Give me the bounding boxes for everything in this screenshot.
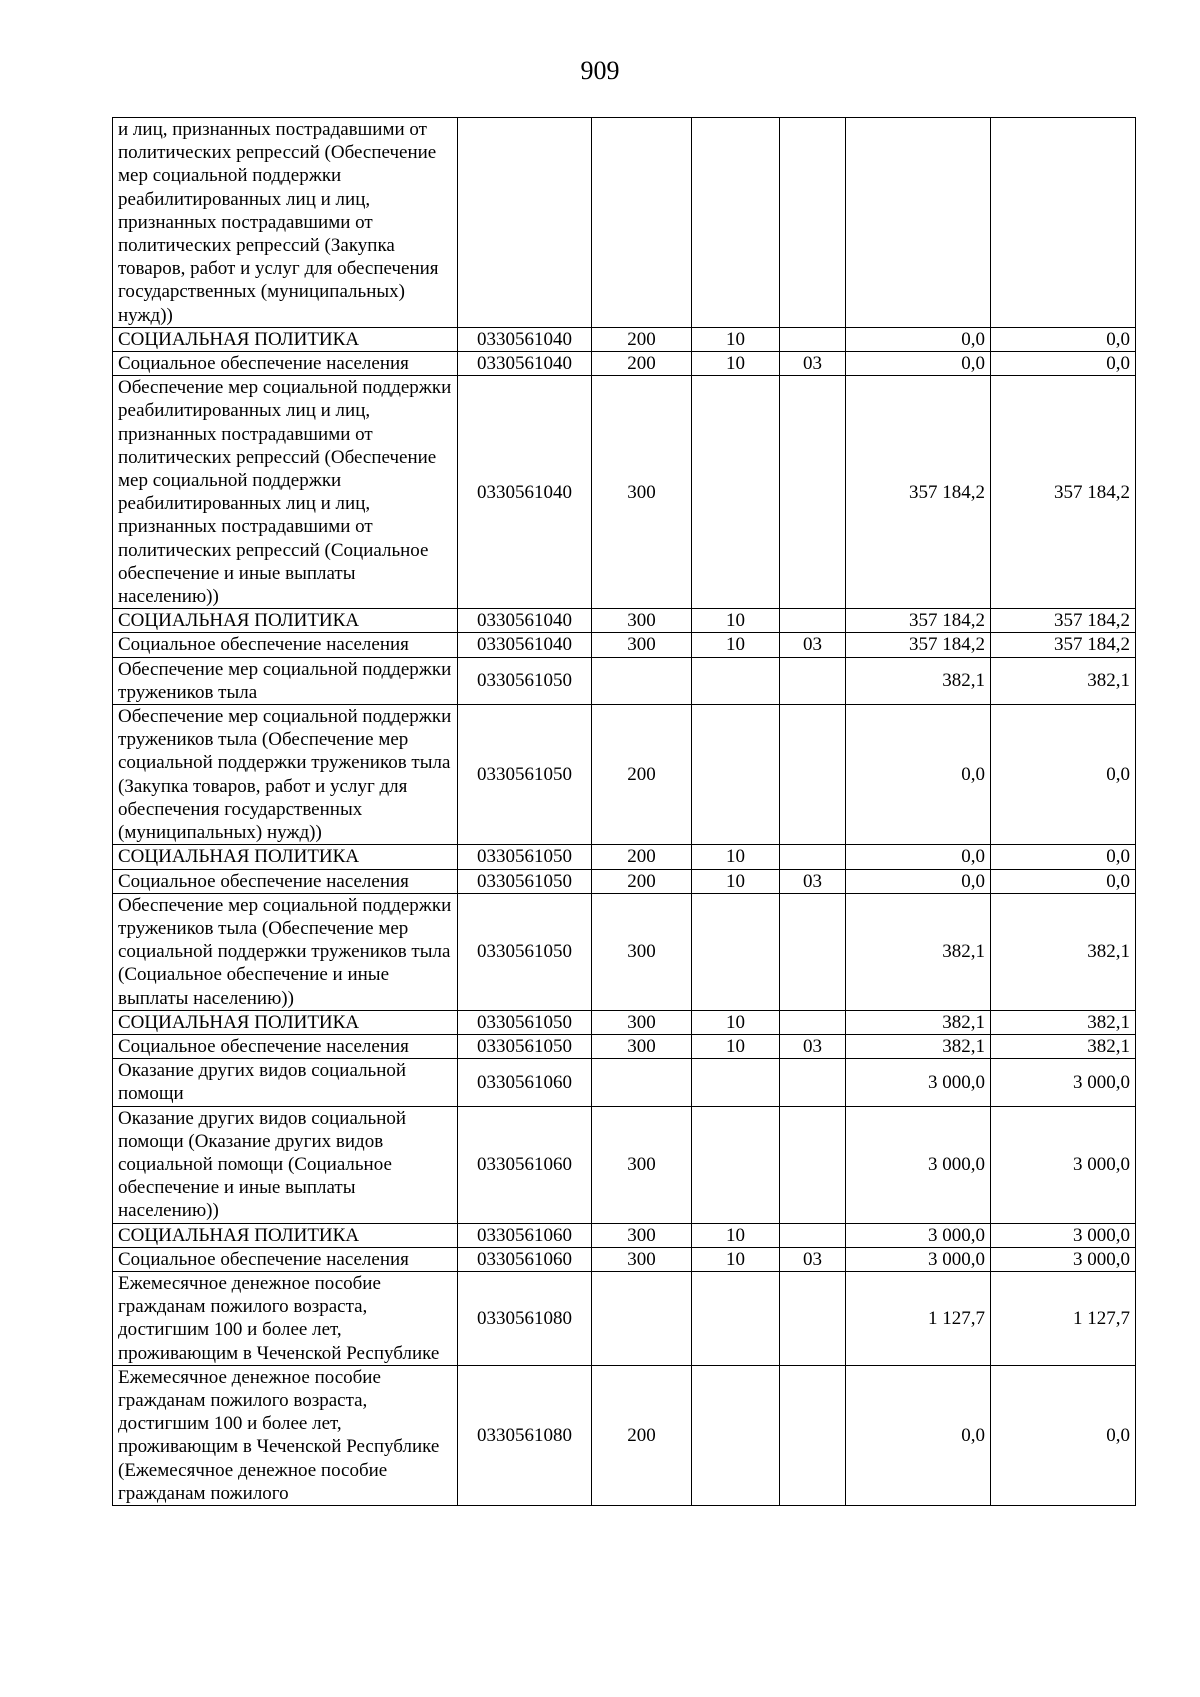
section-code-cell xyxy=(692,118,780,328)
row-name-text: Ежемесячное денежное пособие гражданам пожилого возраста, достигшим 100 и более лет, проживающим в Чеченской Республике (Ежемесячное денежное пособие гражданам пожилого xyxy=(118,1366,440,1504)
row-name-cell xyxy=(113,1223,458,1247)
amount-first-text: 382,1 xyxy=(942,941,985,963)
amount-second-text: 382,1 xyxy=(1087,1011,1130,1033)
row-name-text: и лиц, признанных пострадавшими от политических репрессий (Обеспечение мер социальной поддержки реабилитированных лиц и лиц, признанных пострадавшими от политических репрессий (Закупка товаров, работ и услуг для обеспечения государственных (муниципальных) нужд)) xyxy=(118,119,439,326)
subsection-code-text: 03 xyxy=(803,870,822,892)
expense-type-cell xyxy=(592,1365,692,1505)
table-row xyxy=(113,1271,1136,1365)
row-name-cell xyxy=(113,1106,458,1223)
amount-first-cell xyxy=(846,657,991,704)
subsection-code-cell xyxy=(780,869,846,893)
target-article-code-cell xyxy=(458,1034,592,1058)
amount-second-text: 3 000,0 xyxy=(1073,1153,1130,1175)
expense-type-text: 300 xyxy=(627,634,656,656)
expense-type-cell xyxy=(592,657,692,704)
subsection-code-cell xyxy=(780,1106,846,1223)
table-row xyxy=(113,1059,1136,1106)
section-code-text: 10 xyxy=(726,1011,745,1033)
section-code-text: 10 xyxy=(726,634,745,656)
table-row xyxy=(113,657,1136,704)
table-body xyxy=(113,118,1136,1506)
target-article-code-cell xyxy=(458,657,592,704)
section-code-text: 10 xyxy=(726,328,745,350)
row-name-text: СОЦИАЛЬНАЯ ПОЛИТИКА xyxy=(118,1011,360,1033)
target-article-code-cell xyxy=(458,118,592,328)
target-article-code-text: 0330561080 xyxy=(477,1307,572,1329)
expense-type-cell xyxy=(592,893,692,1010)
section-code-cell xyxy=(692,633,780,657)
expense-type-cell xyxy=(592,1223,692,1247)
amount-first-text: 382,1 xyxy=(942,1011,985,1033)
amount-first-cell xyxy=(846,1034,991,1058)
row-name-text: Обеспечение мер социальной поддержки реабилитированных лиц и лиц, признанных пострадавшими от политических репрессий (Обеспечение мер социальной поддержки реабилитированных лиц и лиц, признанных пострадавшими от политических репрессий (Социальное обеспечение и иные выплаты населению)) xyxy=(118,377,452,608)
target-article-code-text: 0330561050 xyxy=(477,870,572,892)
subsection-code-cell xyxy=(780,352,846,376)
amount-first-text: 3 000,0 xyxy=(928,1071,985,1093)
subsection-code-cell xyxy=(780,705,846,845)
amount-second-text: 0,0 xyxy=(1106,846,1130,868)
section-code-cell xyxy=(692,352,780,376)
subsection-code-cell xyxy=(780,609,846,633)
table-row xyxy=(113,633,1136,657)
amount-second-text: 3 000,0 xyxy=(1073,1248,1130,1270)
table-row xyxy=(113,352,1136,376)
amount-first-text: 357 184,2 xyxy=(909,610,985,632)
row-name-text: СОЦИАЛЬНАЯ ПОЛИТИКА xyxy=(118,846,360,868)
row-name-text: Обеспечение мер социальной поддержки тружеников тыла (Обеспечение мер социальной поддержки тружеников тыла (Закупка товаров, работ и услуг для обеспечения государственных (муниципальных) нужд)) xyxy=(118,706,452,844)
target-article-code-cell xyxy=(458,609,592,633)
target-article-code-text: 0330561060 xyxy=(477,1224,572,1246)
row-name-cell xyxy=(113,657,458,704)
row-name-text: Оказание других видов социальной помощи (Оказание других видов социальной помощи (Социальное обеспечение и иные выплаты населению)) xyxy=(118,1107,407,1222)
target-article-code-text: 0330561040 xyxy=(477,634,572,656)
section-code-cell xyxy=(692,869,780,893)
target-article-code-cell xyxy=(458,845,592,869)
row-name-cell xyxy=(113,1034,458,1058)
expense-type-text: 300 xyxy=(627,481,656,503)
section-code-cell xyxy=(692,1059,780,1106)
target-article-code-text: 0330561060 xyxy=(477,1071,572,1093)
target-article-code-cell xyxy=(458,1010,592,1034)
amount-second-cell xyxy=(991,1271,1136,1365)
row-name-cell xyxy=(113,1271,458,1365)
amount-second-text: 382,1 xyxy=(1087,670,1130,692)
amount-first-text: 382,1 xyxy=(942,1035,985,1057)
target-article-code-text: 0330561040 xyxy=(477,328,572,350)
table-row xyxy=(113,376,1136,609)
table-row xyxy=(113,1010,1136,1034)
subsection-code-cell xyxy=(780,845,846,869)
subsection-code-cell xyxy=(780,1247,846,1271)
subsection-code-cell xyxy=(780,1223,846,1247)
section-code-cell xyxy=(692,1106,780,1223)
target-article-code-text: 0330561060 xyxy=(477,1248,572,1270)
amount-first-cell xyxy=(846,609,991,633)
target-article-code-cell xyxy=(458,352,592,376)
target-article-code-text: 0330561040 xyxy=(477,610,572,632)
table-row xyxy=(113,118,1136,328)
section-code-cell xyxy=(692,845,780,869)
amount-first-text: 3 000,0 xyxy=(928,1153,985,1175)
subsection-code-cell xyxy=(780,657,846,704)
subsection-code-cell xyxy=(780,1059,846,1106)
row-name-text: Социальное обеспечение населения xyxy=(118,1248,409,1270)
row-name-cell xyxy=(113,1365,458,1505)
section-code-cell xyxy=(692,327,780,351)
amount-second-cell xyxy=(991,845,1136,869)
target-article-code-text: 0330561050 xyxy=(477,764,572,786)
row-name-text: Социальное обеспечение населения xyxy=(118,1035,409,1057)
expense-type-cell xyxy=(592,376,692,609)
section-code-cell xyxy=(692,1365,780,1505)
row-name-cell xyxy=(113,352,458,376)
section-code-text: 10 xyxy=(726,1035,745,1057)
row-name-cell xyxy=(113,633,458,657)
subsection-code-text: 03 xyxy=(803,1248,822,1270)
amount-first-cell xyxy=(846,705,991,845)
target-article-code-cell xyxy=(458,1106,592,1223)
target-article-code-cell xyxy=(458,1223,592,1247)
amount-second-cell xyxy=(991,1034,1136,1058)
row-name-cell xyxy=(113,893,458,1010)
section-code-text: 10 xyxy=(726,1248,745,1270)
amount-first-cell xyxy=(846,633,991,657)
target-article-code-text: 0330561050 xyxy=(477,1011,572,1033)
expense-type-text: 200 xyxy=(627,764,656,786)
expense-type-text: 300 xyxy=(627,1248,656,1270)
section-code-text: 10 xyxy=(726,1224,745,1246)
target-article-code-cell xyxy=(458,1271,592,1365)
subsection-code-cell xyxy=(780,1010,846,1034)
table-row xyxy=(113,1223,1136,1247)
amount-first-cell xyxy=(846,1247,991,1271)
target-article-code-cell xyxy=(458,1247,592,1271)
amount-second-text: 0,0 xyxy=(1106,353,1130,375)
section-code-cell xyxy=(692,1223,780,1247)
table-row xyxy=(113,1034,1136,1058)
expense-type-text: 300 xyxy=(627,1035,656,1057)
amount-first-cell xyxy=(846,845,991,869)
amount-first-cell xyxy=(846,118,991,328)
amount-first-text: 0,0 xyxy=(961,846,985,868)
row-name-text: Ежемесячное денежное пособие гражданам пожилого возраста, достигшим 100 и более лет, проживающим в Чеченской Республике xyxy=(118,1272,440,1364)
page-number: 909 xyxy=(580,56,620,85)
target-article-code-cell xyxy=(458,1059,592,1106)
amount-second-text: 0,0 xyxy=(1106,1424,1130,1446)
section-code-cell xyxy=(692,1247,780,1271)
table-row xyxy=(113,1106,1136,1223)
subsection-code-text: 03 xyxy=(803,353,822,375)
row-name-text: Социальное обеспечение населения xyxy=(118,634,409,656)
amount-second-cell xyxy=(991,705,1136,845)
amount-second-text: 3 000,0 xyxy=(1073,1224,1130,1246)
row-name-text: СОЦИАЛЬНАЯ ПОЛИТИКА xyxy=(118,1224,360,1246)
row-name-text: Социальное обеспечение населения xyxy=(118,870,409,892)
amount-first-text: 382,1 xyxy=(942,670,985,692)
subsection-code-cell xyxy=(780,1271,846,1365)
expense-type-cell xyxy=(592,327,692,351)
amount-second-cell xyxy=(991,1106,1136,1223)
amount-first-text: 0,0 xyxy=(961,353,985,375)
amount-second-text: 0,0 xyxy=(1106,870,1130,892)
section-code-cell xyxy=(692,1271,780,1365)
table-row xyxy=(113,327,1136,351)
expense-type-cell xyxy=(592,705,692,845)
amount-second-cell xyxy=(991,657,1136,704)
target-article-code-cell xyxy=(458,869,592,893)
row-name-cell xyxy=(113,1010,458,1034)
budget-table xyxy=(112,117,1136,1506)
row-name-text: Обеспечение мер социальной поддержки тружеников тыла (Обеспечение мер социальной поддержки тружеников тыла (Социальное обеспечение и иные выплаты населению)) xyxy=(118,894,452,1009)
amount-first-text: 0,0 xyxy=(961,870,985,892)
expense-type-cell xyxy=(592,609,692,633)
expense-type-text: 300 xyxy=(627,1224,656,1246)
row-name-cell xyxy=(113,1059,458,1106)
section-code-cell xyxy=(692,1034,780,1058)
section-code-text: 10 xyxy=(726,610,745,632)
table-row xyxy=(113,705,1136,845)
amount-second-text: 357 184,2 xyxy=(1054,610,1130,632)
section-code-cell xyxy=(692,893,780,1010)
target-article-code-text: 0330561050 xyxy=(477,1035,572,1057)
section-code-text: 10 xyxy=(726,353,745,375)
target-article-code-cell xyxy=(458,705,592,845)
expense-type-cell xyxy=(592,1106,692,1223)
target-article-code-text: 0330561050 xyxy=(477,941,572,963)
amount-second-cell xyxy=(991,352,1136,376)
amount-second-text: 3 000,0 xyxy=(1073,1071,1130,1093)
section-code-cell xyxy=(692,376,780,609)
expense-type-cell xyxy=(592,1247,692,1271)
row-name-cell xyxy=(113,118,458,328)
target-article-code-text: 0330561050 xyxy=(477,846,572,868)
expense-type-cell xyxy=(592,1034,692,1058)
amount-first-text: 3 000,0 xyxy=(928,1224,985,1246)
amount-second-cell xyxy=(991,1010,1136,1034)
target-article-code-text: 0330561080 xyxy=(477,1424,572,1446)
amount-second-cell xyxy=(991,1247,1136,1271)
row-name-cell xyxy=(113,1247,458,1271)
amount-first-text: 357 184,2 xyxy=(909,634,985,656)
expense-type-text: 200 xyxy=(627,328,656,350)
amount-first-text: 1 127,7 xyxy=(928,1307,985,1329)
target-article-code-cell xyxy=(458,633,592,657)
expense-type-text: 300 xyxy=(627,1153,656,1175)
target-article-code-cell xyxy=(458,893,592,1010)
subsection-code-text: 03 xyxy=(803,1035,822,1057)
subsection-code-cell xyxy=(780,327,846,351)
section-code-cell xyxy=(692,705,780,845)
amount-second-cell xyxy=(991,1059,1136,1106)
amount-second-cell xyxy=(991,376,1136,609)
amount-second-text: 357 184,2 xyxy=(1054,634,1130,656)
amount-first-cell xyxy=(846,1223,991,1247)
row-name-cell xyxy=(113,327,458,351)
amount-second-cell xyxy=(991,327,1136,351)
amount-second-cell xyxy=(991,609,1136,633)
expense-type-cell xyxy=(592,1271,692,1365)
section-code-cell xyxy=(692,1010,780,1034)
row-name-cell xyxy=(113,609,458,633)
amount-second-cell xyxy=(991,869,1136,893)
row-name-text: Социальное обеспечение населения xyxy=(118,353,409,375)
expense-type-text: 300 xyxy=(627,610,656,632)
target-article-code-cell xyxy=(458,1365,592,1505)
section-code-cell xyxy=(692,609,780,633)
target-article-code-text: 0330561060 xyxy=(477,1153,572,1175)
expense-type-cell xyxy=(592,1059,692,1106)
amount-first-cell xyxy=(846,327,991,351)
expense-type-text: 300 xyxy=(627,941,656,963)
table-row xyxy=(113,1247,1136,1271)
expense-type-text: 200 xyxy=(627,846,656,868)
amount-first-cell xyxy=(846,1271,991,1365)
amount-second-cell xyxy=(991,1365,1136,1505)
amount-first-cell xyxy=(846,893,991,1010)
subsection-code-text: 03 xyxy=(803,634,822,656)
table-row xyxy=(113,869,1136,893)
amount-first-text: 0,0 xyxy=(961,328,985,350)
amount-first-cell xyxy=(846,1059,991,1106)
subsection-code-cell xyxy=(780,893,846,1010)
subsection-code-cell xyxy=(780,633,846,657)
table-row xyxy=(113,609,1136,633)
amount-first-text: 0,0 xyxy=(961,764,985,786)
expense-type-cell xyxy=(592,869,692,893)
amount-first-cell xyxy=(846,376,991,609)
amount-second-text: 357 184,2 xyxy=(1054,481,1130,503)
subsection-code-cell xyxy=(780,1365,846,1505)
expense-type-text: 200 xyxy=(627,353,656,375)
table-row xyxy=(113,845,1136,869)
subsection-code-cell xyxy=(780,376,846,609)
expense-type-text: 200 xyxy=(627,1424,656,1446)
amount-second-text: 0,0 xyxy=(1106,328,1130,350)
row-name-text: Обеспечение мер социальной поддержки тружеников тыла xyxy=(118,658,452,703)
row-name-text: Оказание других видов социальной помощи xyxy=(118,1060,407,1105)
row-name-cell xyxy=(113,869,458,893)
target-article-code-text: 0330561050 xyxy=(477,670,572,692)
amount-first-text: 0,0 xyxy=(961,1424,985,1446)
amount-second-cell xyxy=(991,1223,1136,1247)
amount-first-cell xyxy=(846,1365,991,1505)
row-name-text: СОЦИАЛЬНАЯ ПОЛИТИКА xyxy=(118,328,360,350)
amount-first-cell xyxy=(846,1106,991,1223)
amount-second-text: 382,1 xyxy=(1087,1035,1130,1057)
row-name-cell xyxy=(113,376,458,609)
amount-first-cell xyxy=(846,869,991,893)
amount-first-cell xyxy=(846,352,991,376)
expense-type-text: 300 xyxy=(627,1011,656,1033)
table-row xyxy=(113,893,1136,1010)
expense-type-cell xyxy=(592,1010,692,1034)
amount-second-text: 382,1 xyxy=(1087,941,1130,963)
amount-second-cell xyxy=(991,893,1136,1010)
subsection-code-cell xyxy=(780,1034,846,1058)
row-name-cell xyxy=(113,705,458,845)
expense-type-cell xyxy=(592,352,692,376)
expense-type-cell xyxy=(592,118,692,328)
section-code-text: 10 xyxy=(726,846,745,868)
subsection-code-cell xyxy=(780,118,846,328)
amount-second-text: 0,0 xyxy=(1106,764,1130,786)
expense-type-text: 200 xyxy=(627,870,656,892)
amount-first-cell xyxy=(846,1010,991,1034)
amount-first-text: 3 000,0 xyxy=(928,1248,985,1270)
table-row xyxy=(113,1365,1136,1505)
target-article-code-text: 0330561040 xyxy=(477,481,572,503)
amount-second-text: 1 127,7 xyxy=(1073,1307,1130,1329)
row-name-cell xyxy=(113,845,458,869)
target-article-code-cell xyxy=(458,376,592,609)
section-code-text: 10 xyxy=(726,870,745,892)
amount-second-cell xyxy=(991,118,1136,328)
row-name-text: СОЦИАЛЬНАЯ ПОЛИТИКА xyxy=(118,610,360,632)
target-article-code-text: 0330561040 xyxy=(477,353,572,375)
amount-second-cell xyxy=(991,633,1136,657)
expense-type-cell xyxy=(592,633,692,657)
expense-type-cell xyxy=(592,845,692,869)
section-code-cell xyxy=(692,657,780,704)
amount-first-text: 357 184,2 xyxy=(909,481,985,503)
target-article-code-cell xyxy=(458,327,592,351)
